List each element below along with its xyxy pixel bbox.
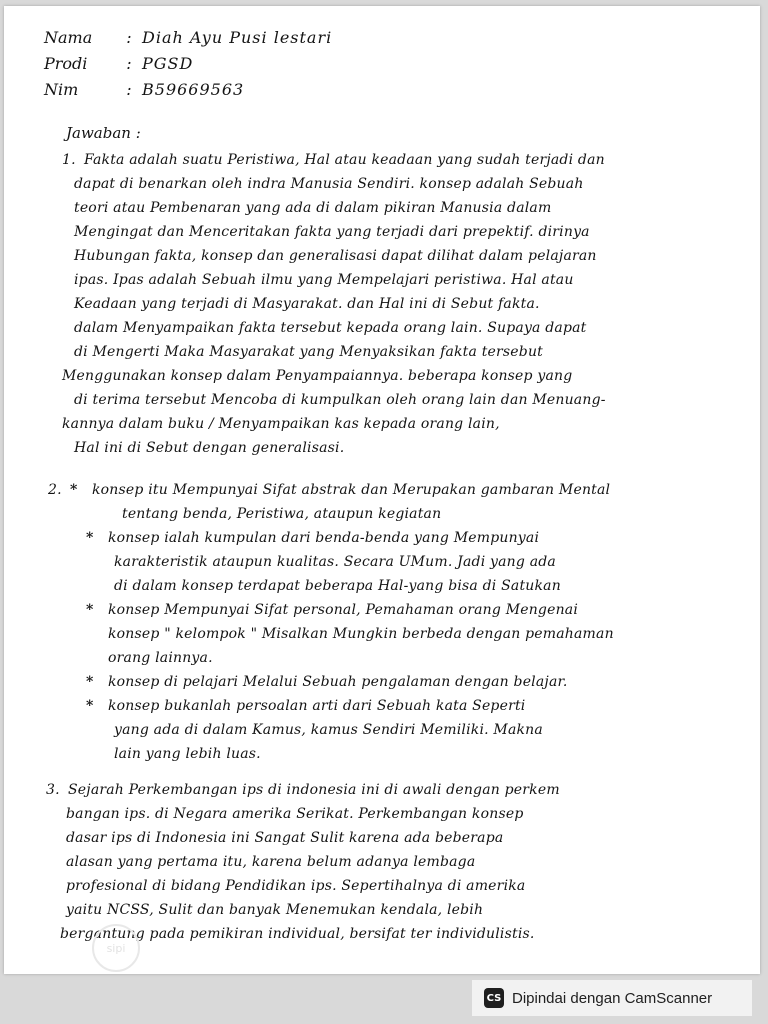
answer2-line — [86, 602, 578, 618]
answer2-text: konsep Mempunyai Sifat personal, Pemahaman orang Mengenai — [108, 602, 579, 618]
answer1-line: di Mengerti Maka Masyarakat yang Menyaksikan fakta tersebut — [74, 344, 543, 360]
nim-label: Nim — [44, 80, 79, 99]
camscanner-icon: CS — [484, 988, 504, 1008]
answer3-line: alasan yang pertama itu, karena belum adanya lembaga — [66, 854, 476, 870]
star-bullet: * — [86, 530, 94, 546]
answer3-line: yaitu NCSS, Sulit dan banyak Menemukan kendala, lebih — [66, 902, 484, 918]
name-value: Diah Ayu Pusi lestari — [142, 28, 333, 47]
answer3-line: bergantung pada pemikiran individual, bersifat ter individulistis. — [60, 926, 535, 942]
answer1-line — [62, 152, 605, 168]
answer2-line: lain yang lebih luas. — [114, 746, 261, 762]
answer3-text: Sejarah Perkembangan ips di indonesia ini di awali dengan perkem — [68, 782, 560, 798]
answer1-line: dapat di benarkan oleh indra Manusia Sendiri. konsep adalah Sebuah — [74, 176, 584, 192]
camscanner-footer — [472, 980, 752, 1016]
star-bullet: * — [86, 602, 94, 618]
answer1-line: kannya dalam buku / Menyampaikan kas kepada orang lain, — [62, 416, 500, 432]
name-colon: : — [126, 28, 132, 47]
answer1-line: Hubungan fakta, konsep dan generalisasi dapat dilihat dalam pelajaran — [74, 248, 597, 264]
star-bullet: * — [70, 482, 78, 498]
footer-text: Dipindai dengan CamScanner — [512, 989, 713, 1007]
answer2-number: 2. — [48, 482, 62, 498]
prodi-label: Prodi — [44, 54, 88, 73]
answer3-line: profesional di bidang Pendidikan ips. Sepertihalnya di amerika — [66, 878, 526, 894]
answer-title: Jawaban : — [66, 124, 141, 142]
answer2-text: konsep itu Mempunyai Sifat abstrak dan Merupakan gambaran Mental — [92, 482, 611, 498]
answer1-line: teori atau Pembenaran yang ada di dalam pikiran Manusia dalam — [74, 200, 552, 216]
answer1-line: Keadaan yang terjadi di Masyarakat. dan Hal ini di Sebut fakta. — [74, 296, 540, 312]
answer2-line — [86, 698, 525, 714]
answer2-line — [86, 674, 568, 690]
answer3-number: 3. — [46, 782, 60, 798]
answer3-line: bangan ips. di Negara amerika Serikat. Perkembangan konsep — [66, 806, 524, 822]
prodi-colon: : — [126, 54, 132, 73]
nim-colon: : — [126, 80, 132, 99]
star-bullet: * — [86, 674, 94, 690]
answer1-line: Menggunakan konsep dalam Penyampaiannya. beberapa konsep yang — [62, 368, 573, 384]
answer2-line: yang ada di dalam Kamus, kamus Sendiri Memiliki. Makna — [114, 722, 543, 738]
answer2-line — [48, 482, 610, 498]
answer2-line: konsep " kelompok " Misalkan Mungkin berbeda dengan pemahaman — [108, 626, 614, 642]
answer2-text: konsep ialah kumpulan dari benda-benda yang Mempunyai — [108, 530, 540, 546]
name-label: Nama — [44, 28, 93, 47]
answer1-line: ipas. Ipas adalah Sebuah ilmu yang Mempelajari peristiwa. Hal atau — [74, 272, 574, 288]
answer1-line: Mengingat dan Menceritakan fakta yang terjadi dari prepektif. dirinya — [74, 224, 590, 240]
answer2-line: tentang benda, Peristiwa, ataupun kegiatan — [122, 506, 442, 522]
answer1-text: Fakta adalah suatu Peristiwa, Hal atau keadaan yang sudah terjadi dan — [84, 152, 605, 168]
prodi-row — [44, 54, 193, 73]
answer2-line: karakteristik ataupun kualitas. Secara UMum. Jadi yang ada — [114, 554, 556, 570]
watermark-stamp: sipi — [92, 924, 140, 972]
star-bullet: * — [86, 698, 94, 714]
nim-value: B59669563 — [142, 80, 245, 99]
name-row — [44, 28, 332, 47]
answer1-line: Hal ini di Sebut dengan generalisasi. — [74, 440, 345, 456]
answer2-line — [86, 530, 539, 546]
prodi-value: PGSD — [142, 54, 194, 73]
scanned-page — [4, 6, 760, 974]
answer2-text: konsep di pelajari Melalui Sebuah pengalaman dengan belajar. — [108, 674, 568, 690]
answer3-line — [46, 782, 560, 798]
answer3-line: dasar ips di Indonesia ini Sangat Sulit karena ada beberapa — [66, 830, 504, 846]
answer1-number: 1. — [62, 152, 76, 168]
nim-row — [44, 80, 244, 99]
answer2-line: orang lainnya. — [108, 650, 213, 666]
answer2-line: di dalam konsep terdapat beberapa Hal-yang bisa di Satukan — [114, 578, 561, 594]
answer1-line: di terima tersebut Mencoba di kumpulkan oleh orang lain dan Menuang- — [74, 392, 606, 408]
answer2-text: konsep bukanlah persoalan arti dari Sebuah kata Seperti — [108, 698, 526, 714]
answer1-line: dalam Menyampaikan fakta tersebut kepada orang lain. Supaya dapat — [74, 320, 587, 336]
